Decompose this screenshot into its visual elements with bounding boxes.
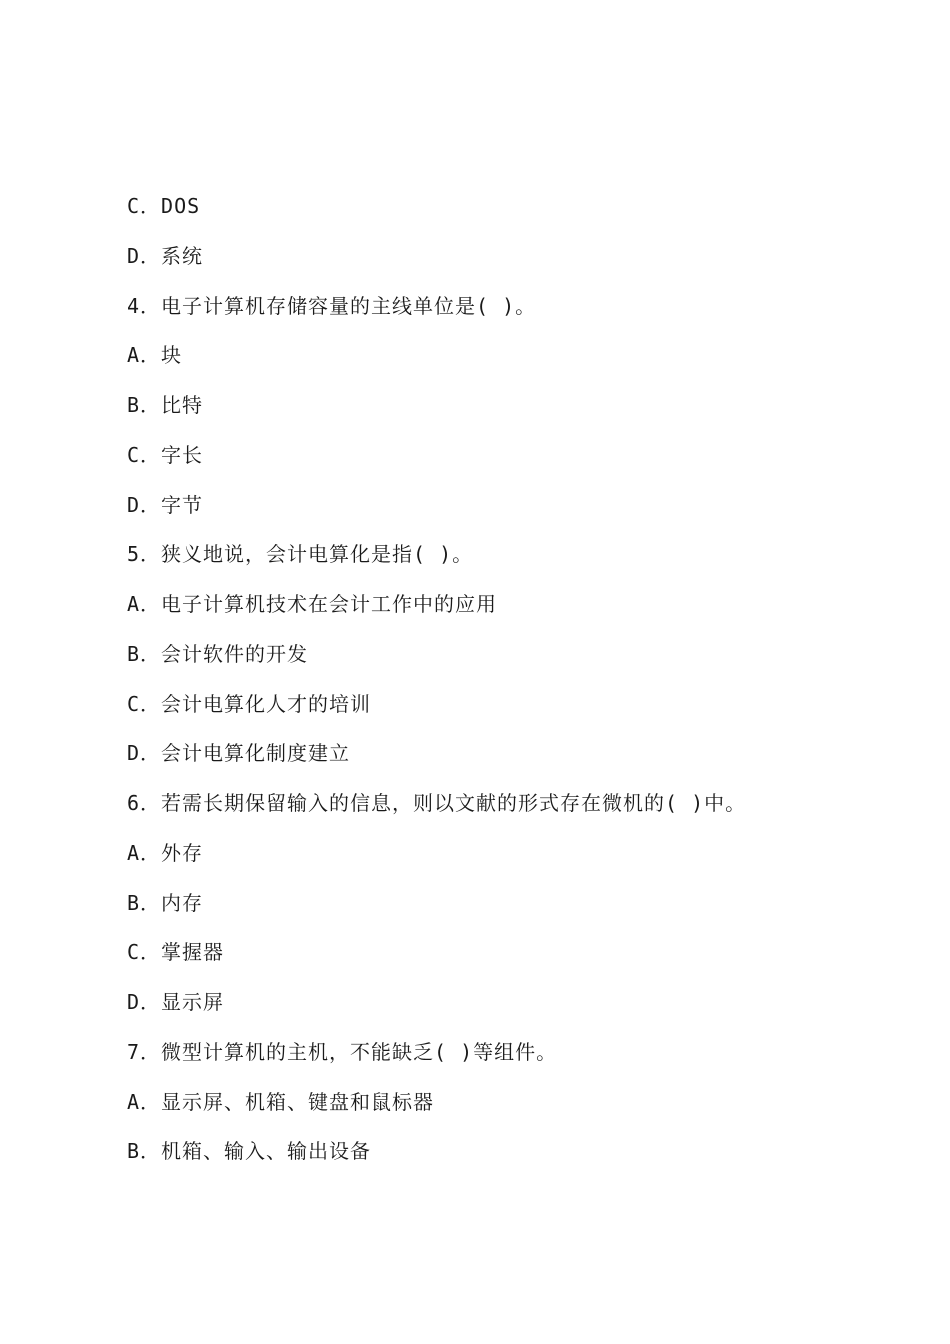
option-d-q4: D．字节 [127,492,204,517]
option-a-q6: A．外存 [127,840,204,865]
option-a-q4: A．块 [127,343,183,368]
option-b-q7: B．机箱、输入、输出设备 [127,1139,372,1164]
option-b-q4: B．比特 [127,393,204,417]
option-d-q3: D．系统 [127,243,204,268]
option-a-q7: A．显示屏、机箱、键盘和鼠标器 [127,1089,435,1114]
question-7: 7．微型计算机的主机，不能缺乏( )等组件。 [127,1039,558,1064]
question-4: 4．电子计算机存储容量的主线单位是( )。 [127,293,537,318]
question-5: 5．狭义地说，会计电算化是指( )。 [127,542,474,567]
option-c-q6: C．掌握器 [127,940,225,965]
option-d-q6: D．显示屏 [127,990,225,1014]
option-d-q5: D．会计电算化制度建立 [127,741,351,766]
option-a-q5: A．电子计算机技术在会计工作中的应用 [127,592,498,616]
option-c-q5: C．会计电算化人才的培训 [127,691,372,716]
question-list [127,191,907,1186]
option-b-q5: B．会计软件的开发 [127,641,309,666]
option-b-q6: B．内存 [127,890,204,915]
option-c-q3: C．DOS [127,194,201,218]
question-6: 6．若需长期保留输入的信息，则以文献的形式存在微机的( )中。 [127,791,747,815]
option-c-q4: C．字长 [127,442,204,467]
